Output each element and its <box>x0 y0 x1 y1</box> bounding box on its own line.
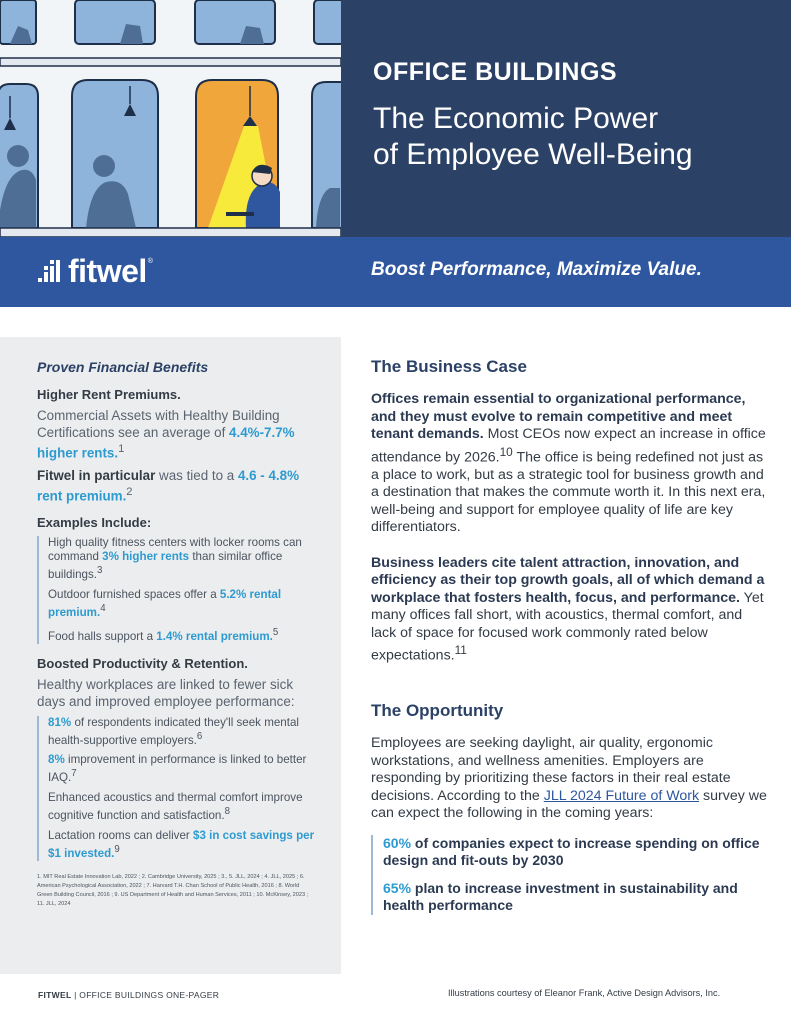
fitwel-logo-icon <box>38 258 64 284</box>
business-case-paragraph-1 <box>371 391 767 537</box>
fitwel-logo-text: fitwel <box>68 253 147 289</box>
item-text: Food halls support a <box>48 629 157 643</box>
fitwel-logo <box>38 255 153 287</box>
p1-text: Most CEOs now expect an increase in office attendance by 2026. <box>371 426 766 466</box>
item-text: plan to increase investment in sustainability and health performance <box>383 879 738 914</box>
footnote-ref: 9 <box>114 844 120 856</box>
footnote-ref: 7 <box>71 768 77 780</box>
item-highlight: 8% <box>48 753 65 767</box>
footer-doc-type: OFFICE BUILDINGS ONE-PAGER <box>79 990 220 1000</box>
rent-p2-highlight: 4.6 - 4.8% rent premium. <box>37 468 299 504</box>
list-item <box>48 753 319 785</box>
list-item <box>383 880 767 915</box>
office-building-illustration-svg <box>0 0 341 237</box>
illustration-credit: Illustrations courtesy of Eleanor Frank, Active Design Advisors, Inc. <box>448 988 721 998</box>
footnote-ref: 6 <box>196 730 203 742</box>
productivity-title: Boosted Productivity & Retention. <box>37 655 248 671</box>
item-text: than similar office buildings. <box>48 549 283 581</box>
rent-premium-paragraph-2 <box>37 467 319 504</box>
item-text: of companies expect to increase spending on office design and fit-outs by 2030 <box>383 834 760 869</box>
item-text: improvement in performance is linked to better IAQ. <box>48 753 307 785</box>
opp-text-2: survey we can expect the following in the coming years: <box>371 787 767 822</box>
footer-doc-label <box>38 990 219 1000</box>
item-text: of respondents indicated they'll seek mental health-supportive employers. <box>48 715 300 747</box>
doc-category-title: OFFICE BUILDINGS <box>373 58 618 86</box>
opportunity-paragraph <box>371 735 767 823</box>
item-highlight: $3 in cost savings per $1 invested. <box>48 829 315 860</box>
footer-brand: FITWEL <box>38 990 72 1000</box>
footnote-ref: 11 <box>454 643 467 658</box>
list-item <box>48 716 319 748</box>
item-highlight: 5.2% rental premium. <box>48 587 282 619</box>
footnote-ref: 2 <box>126 486 133 499</box>
doc-main-title <box>373 101 791 173</box>
item-highlight: 1.4% rental premium. <box>156 629 273 643</box>
opp-text: Employees are seeking daylight, air quality, ergonomic workstations, and wellness amenities. Employers are responding by prioritizing these factors in their real estate decisions. According to the <box>371 735 731 804</box>
sidebar-heading: Proven Financial Benefits <box>37 359 209 375</box>
productivity-paragraph: Healthy workplaces are linked to fewer sick days and improved employee performance: <box>37 676 295 709</box>
rent-p2-text: was tied to a <box>155 468 238 484</box>
footnote-ref: 5 <box>272 626 279 638</box>
productivity-list <box>37 716 319 861</box>
jll-future-of-work-link[interactable]: JLL 2024 Future of Work <box>543 787 700 804</box>
references: 1. MIT Real Estate Innovation Lab, 2022 ; 2. Cambridge University, 2025 ; 3., 5. JLL, 2024 ; 4. JLL, 2025 ; 6. American Psychological Association, 2022 ; 7. Harvard T.H. Chan School of Public Health, 2016 ; 8. World Green Building Council, 2016 ; 9. US Department of Health and Human Services, 2011 ; 10. McKinsey, 2023 ; 11. JLL, 2024 <box>37 873 309 907</box>
item-text: High quality fitness centers with locker rooms can command <box>48 535 302 563</box>
business-case-paragraph-2 <box>371 555 767 666</box>
doc-main-title-line2: of Employee Well-Being <box>373 138 693 171</box>
registered-mark: ® <box>147 258 153 265</box>
footnote-ref: 3 <box>97 564 103 576</box>
p1-text-2: The office is being redefined not just as a place to work, but as a strategic tool for business growth and a destination that makes the commute worth it. In this next era, well-being and support for employee quality of life are key differentiators. <box>371 449 766 536</box>
item-highlight: 60% <box>383 834 412 851</box>
rent-premiums-title: Higher Rent Premiums. <box>37 387 181 402</box>
item-text: Lactation rooms can deliver <box>48 829 193 843</box>
item-text: Outdoor furnished spaces offer a <box>48 587 220 601</box>
footnote-ref: 8 <box>224 806 230 818</box>
list-item <box>48 791 319 823</box>
item-highlight: 3% higher rents <box>102 549 190 563</box>
examples-list <box>37 536 319 644</box>
opportunity-heading: The Opportunity <box>371 701 504 721</box>
doc-main-title-line1: The Economic Power <box>373 102 659 135</box>
office-windows-illustration <box>0 0 341 237</box>
list-item <box>383 835 767 870</box>
footnote-ref: 10 <box>499 444 513 459</box>
list-item <box>48 829 319 861</box>
rent-p2-bold: Fitwel in particular <box>37 468 156 484</box>
footer-separator: | <box>71 990 80 1000</box>
tagline: Boost Performance, Maximize Value. <box>371 259 702 280</box>
list-item <box>48 588 319 620</box>
rent-p1-highlight: 4.4%-7.7% higher rents. <box>37 425 295 461</box>
footnote-ref: 4 <box>100 602 106 614</box>
hero <box>0 0 791 237</box>
p1-bold: Offices remain essential to organizational performance, and they must evolve to remain competitive and meet tenant demands. <box>371 391 746 442</box>
financial-benefits-sidebar <box>0 337 341 974</box>
rent-p1-text: Commercial Assets with Healthy Building Certifications see an average of <box>37 408 280 440</box>
business-case-heading: The Business Case <box>371 357 527 376</box>
title-panel <box>341 0 791 237</box>
brand-banner <box>0 237 791 307</box>
footnote-ref: 1 <box>118 443 125 455</box>
list-item <box>48 536 319 582</box>
examples-title: Examples Include: <box>37 514 152 530</box>
item-highlight: 81% <box>48 715 72 729</box>
item-text: Enhanced acoustics and thermal comfort improve cognitive function and satisfaction. <box>48 791 303 823</box>
list-item <box>48 626 319 644</box>
rent-premium-paragraph-1 <box>37 407 319 461</box>
opportunity-list <box>371 835 767 915</box>
p2-bold: Business leaders cite talent attraction, innovation, and efficiency as their top growth goals, all of which demand a workplace that fosters health, focus, and performance. <box>371 554 765 606</box>
item-highlight: 65% <box>383 879 412 896</box>
p2-text: Yet many offices fall short, with acoustics, thermal comfort, and lack of space for focused work commonly rated below expectations. <box>371 589 764 664</box>
main-content <box>371 357 767 915</box>
